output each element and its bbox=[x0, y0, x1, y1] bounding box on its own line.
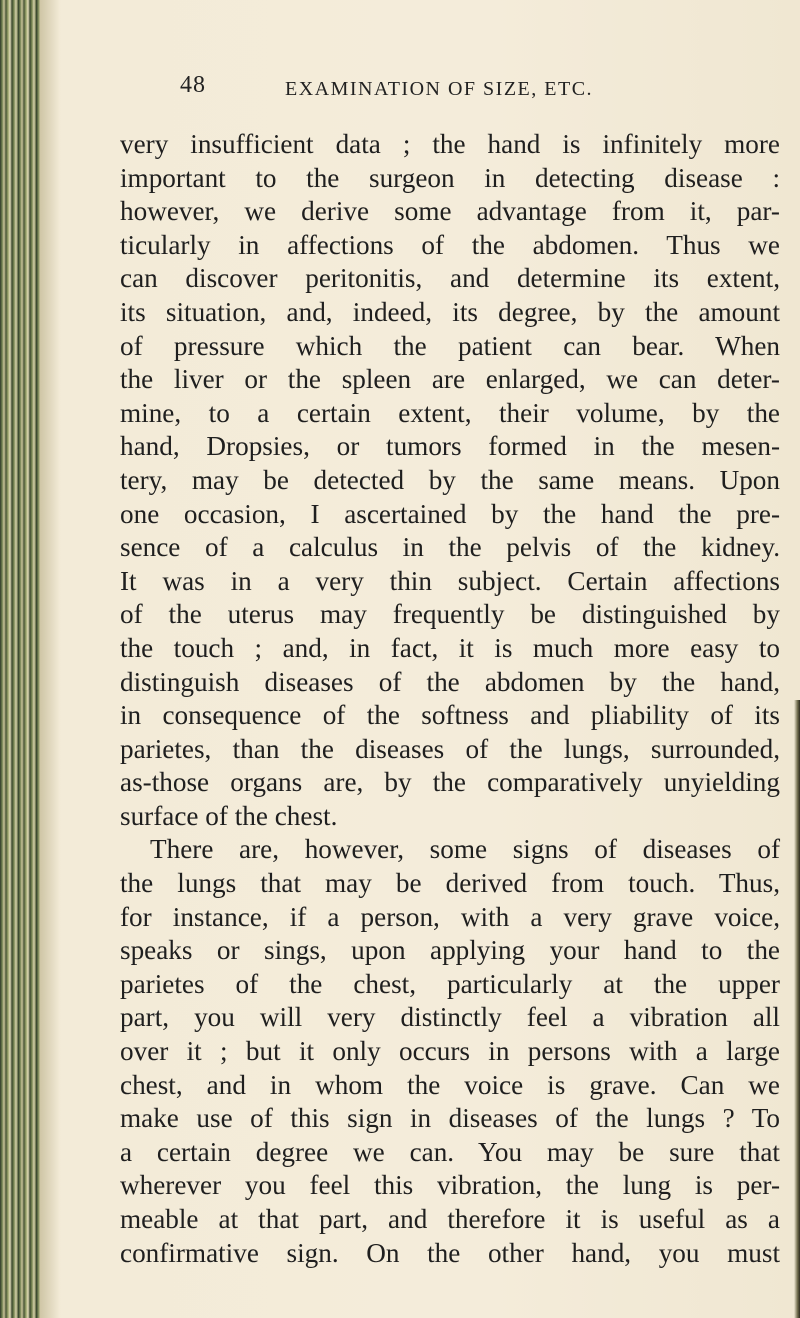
text-line: parietes, than the diseases of the lungs, surrounded, bbox=[120, 733, 780, 764]
text-line: speaks or sings, upon applying your hand to the bbox=[120, 935, 780, 966]
text-line: as-those organs are, by the comparatively unyielding bbox=[120, 767, 780, 798]
text-line: in consequence of the softness and pliability of its bbox=[120, 700, 780, 731]
text-line: chest, and in whom the voice is grave. Can we bbox=[120, 1069, 780, 1100]
text-line: over it ; but it only occurs in persons with a large bbox=[120, 1036, 780, 1067]
text-line: of the uterus may frequently be distinguished by bbox=[120, 599, 780, 630]
text-line: very insufficient data ; the hand is infinitely more bbox=[120, 129, 780, 159]
body-text bbox=[120, 128, 780, 1270]
text-line: the touch ; and, in fact, it is much more easy to bbox=[120, 632, 780, 663]
text-line: can discover peritonitis, and determine its extent, bbox=[120, 263, 780, 294]
text-line: distinguish diseases of the abdomen by the hand, bbox=[120, 666, 780, 697]
text-line: one occasion, I ascertained by the hand the pre- bbox=[120, 498, 780, 529]
text-line: however, we derive some advantage from it, par- bbox=[120, 196, 780, 227]
text-line: meable at that part, and therefore it is useful as a bbox=[120, 1204, 780, 1234]
page-edge-shadow bbox=[794, 700, 800, 1318]
text-line: confirmative sign. On the other hand, you must bbox=[120, 1237, 780, 1268]
text-line: of pressure which the patient can bear. When bbox=[120, 330, 780, 361]
text-line: hand, Dropsies, or tumors formed in the mesen- bbox=[120, 431, 780, 462]
paragraph-end-line: surface of the chest. bbox=[120, 800, 338, 831]
page-number: 48 bbox=[180, 72, 206, 98]
text-line: a certain degree we can. You may be sure that bbox=[120, 1136, 780, 1167]
text-line: part, you will very distinctly feel a vibration all bbox=[120, 1002, 780, 1033]
page-header bbox=[180, 72, 740, 112]
text-line: tery, may be detected by the same means. Upon bbox=[120, 464, 780, 495]
text-line: ticularly in affections of the abdomen. Thus we bbox=[120, 229, 780, 260]
text-line: make use of this sign in diseases of the lungs ? To bbox=[120, 1103, 780, 1134]
text-line: wherever you feel this vibration, the lung is per- bbox=[120, 1170, 780, 1201]
gutter-shadow bbox=[40, 0, 60, 1318]
text-line: mine, to a certain extent, their volume, by the bbox=[120, 397, 780, 428]
text-line: for instance, if a person, with a very grave voice, bbox=[120, 901, 780, 932]
text-line: its situation, and, indeed, its degree, by the amount bbox=[120, 296, 780, 327]
text-line: parietes of the chest, particularly at the upper bbox=[120, 968, 780, 999]
text-line: important to the surgeon in detecting disease : bbox=[120, 162, 780, 193]
text-line: sence of a calculus in the pelvis of the kidney. bbox=[120, 532, 780, 563]
text-line: the liver or the spleen are enlarged, we can deter- bbox=[120, 364, 780, 395]
text-line: the lungs that may be derived from touch. Thus, bbox=[120, 868, 780, 899]
text-line: It was in a very thin subject. Certain affections bbox=[120, 565, 780, 596]
paragraph-start-line: There are, however, some signs of diseases of bbox=[150, 834, 780, 865]
book-spine-edge bbox=[0, 0, 40, 1318]
running-title: EXAMINATION OF SIZE, ETC. bbox=[285, 78, 594, 100]
